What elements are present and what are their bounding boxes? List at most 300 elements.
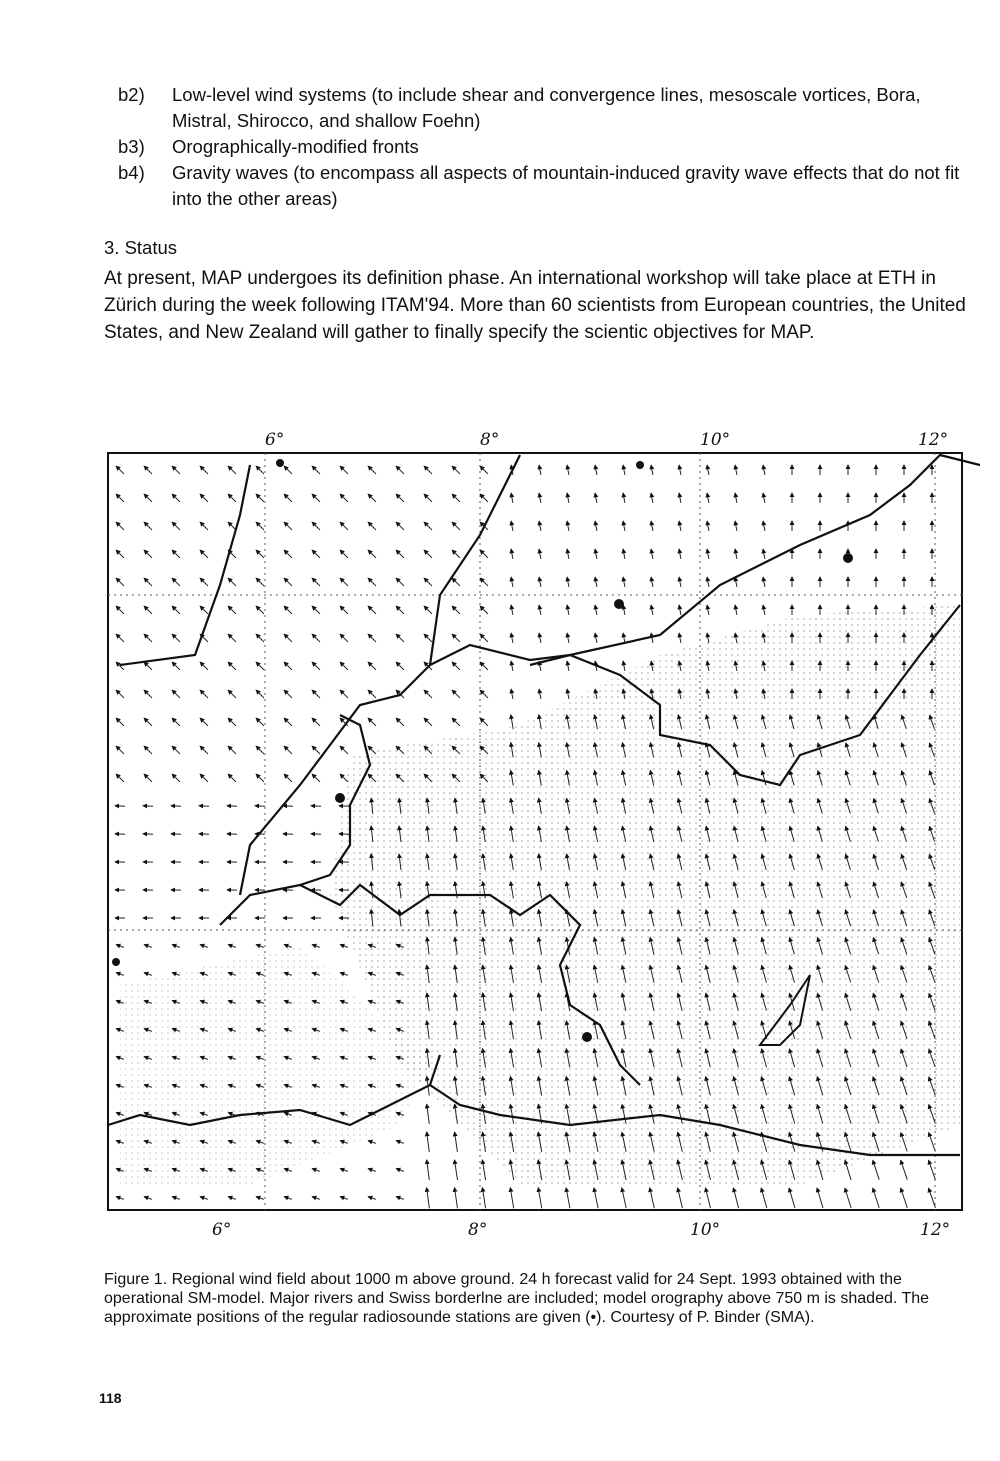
- wind-arrow: [144, 522, 152, 530]
- wind-arrow: [789, 1188, 795, 1208]
- radiosonde-station: [614, 599, 624, 609]
- wind-arrow: [172, 522, 180, 530]
- wind-arrow: [172, 606, 180, 614]
- wind-arrow: [312, 1197, 320, 1200]
- wind-arrow: [396, 1169, 404, 1172]
- list-item-text: Orographically-modified fronts: [172, 136, 419, 157]
- wind-arrow: [340, 690, 348, 698]
- list-item-label: b3): [118, 136, 145, 157]
- wind-arrow: [480, 578, 488, 586]
- wind-arrow: [284, 494, 292, 502]
- wind-arrow: [172, 466, 180, 474]
- top-tick-10: 10°: [700, 430, 731, 450]
- wind-arrow: [817, 1188, 823, 1208]
- wind-arrow: [284, 746, 292, 754]
- wind-arrow: [312, 550, 320, 558]
- wind-arrow: [650, 1188, 655, 1208]
- wind-field-map: [100, 425, 980, 1245]
- wind-arrow: [368, 522, 376, 530]
- wind-arrow: [427, 1132, 430, 1152]
- wind-arrow: [511, 577, 513, 587]
- wind-arrow: [284, 578, 292, 586]
- wind-arrow: [424, 466, 432, 474]
- wind-arrow: [228, 466, 236, 474]
- wind-arrow: [707, 549, 709, 559]
- wind-arrow: [735, 549, 737, 559]
- radiosonde-station: [335, 793, 345, 803]
- wind-arrow: [312, 578, 320, 586]
- wind-arrow: [144, 634, 152, 642]
- status-paragraph: At present, MAP undergoes its definition phase. An international workshop will take place at ETH in Zürich during the week following ITAM'94. More than 60 scientists from European countries, the United States, and New Zealand will gather to finally specify the scientic objectives for MAP.: [104, 268, 966, 343]
- wind-arrow: [595, 521, 597, 531]
- page-number: 118: [99, 1390, 122, 1406]
- wind-arrow: [595, 605, 597, 615]
- wind-arrow: [284, 718, 292, 726]
- wind-arrow: [228, 690, 236, 698]
- wind-arrow: [256, 945, 264, 948]
- wind-arrow: [340, 606, 348, 614]
- wind-arrow: [623, 605, 625, 615]
- wind-arrow: [623, 493, 625, 503]
- caption-label: Figure 1.: [104, 1271, 168, 1288]
- wind-arrow: [284, 466, 292, 474]
- top-tick-8: 8°: [480, 430, 500, 450]
- wind-arrow: [763, 549, 765, 559]
- wind-arrow: [539, 605, 541, 615]
- wind-arrow: [480, 494, 488, 502]
- wind-arrow: [707, 577, 709, 587]
- wind-arrow: [567, 493, 569, 503]
- wind-arrow: [706, 1188, 711, 1208]
- wind-arrow: [873, 1160, 879, 1179]
- wind-arrow: [256, 606, 264, 614]
- wind-arrow: [144, 466, 152, 474]
- orography-shading: [330, 605, 960, 1185]
- list-item: [118, 134, 978, 160]
- wind-arrow: [256, 494, 264, 502]
- wind-arrow: [368, 494, 376, 502]
- wind-arrow: [679, 577, 681, 587]
- wind-arrow: [707, 493, 709, 503]
- wind-arrow: [623, 633, 625, 643]
- wind-arrow: [284, 550, 292, 558]
- wind-arrow: [340, 494, 348, 502]
- caption-text: Regional wind field about 1000 m above ground. 24 h forecast valid for 24 Sept. 1993 obtained with the operational SM-model. Major rivers and Swiss borderlne are included; model orography above 750 m is shaded. The approximate positions of the regular radiosounde stations are given (•). Courtesy of P. Binder (SMA).: [104, 1271, 930, 1326]
- wind-arrow: [396, 550, 404, 558]
- wind-arrow: [256, 550, 264, 558]
- wind-arrow: [284, 634, 292, 642]
- wind-arrow: [622, 1188, 626, 1208]
- wind-arrow: [595, 633, 597, 643]
- wind-arrow: [396, 578, 404, 586]
- wind-arrow: [651, 493, 653, 503]
- wind-arrow: [455, 1132, 458, 1152]
- wind-arrow: [735, 521, 737, 531]
- wind-arrow: [172, 1197, 180, 1200]
- wind-arrow: [172, 578, 180, 586]
- wind-arrow: [116, 466, 124, 474]
- wind-arrow: [480, 606, 488, 614]
- wind-arrow: [172, 774, 180, 782]
- wind-arrow: [623, 661, 625, 671]
- wind-arrow: [368, 690, 376, 698]
- wind-arrow: [256, 578, 264, 586]
- wind-arrow: [707, 605, 709, 615]
- wind-arrow: [651, 521, 653, 531]
- wind-arrow: [144, 606, 152, 614]
- wind-arrow: [480, 466, 488, 474]
- wind-arrow: [396, 466, 404, 474]
- wind-arrow: [228, 494, 236, 502]
- wind-arrow: [200, 945, 208, 948]
- wind-arrow: [256, 662, 264, 670]
- wind-arrow: [172, 945, 180, 948]
- wind-arrow: [116, 662, 124, 670]
- wind-arrow: [172, 746, 180, 754]
- wind-arrow: [424, 634, 432, 642]
- wind-arrow: [228, 718, 236, 726]
- wind-arrow: [679, 549, 681, 559]
- wind-arrow: [396, 606, 404, 614]
- wind-arrow: [396, 1141, 404, 1144]
- wind-arrow: [845, 1188, 851, 1208]
- wind-arrow: [172, 662, 180, 670]
- wind-arrow: [256, 774, 264, 782]
- wind-arrow: [511, 493, 513, 503]
- wind-arrow: [594, 1188, 598, 1208]
- wind-arrow: [144, 690, 152, 698]
- wind-arrow: [623, 577, 625, 587]
- wind-arrow: [340, 466, 348, 474]
- wind-arrow: [651, 605, 653, 615]
- wind-arrow: [679, 633, 681, 643]
- wind-arrow: [116, 522, 124, 530]
- wind-arrow: [256, 690, 264, 698]
- wind-arrow: [901, 1188, 908, 1208]
- wind-arrow: [452, 466, 460, 474]
- wind-arrow: [763, 521, 765, 531]
- wind-arrow: [340, 746, 348, 754]
- bottom-tick-12: 12°: [920, 1220, 951, 1240]
- wind-arrow: [200, 746, 208, 754]
- wind-arrow: [172, 718, 180, 726]
- river-line: [120, 465, 250, 665]
- wind-arrow: [901, 1160, 908, 1179]
- wind-arrow: [144, 945, 152, 948]
- wind-arrow: [200, 466, 208, 474]
- wind-arrow: [567, 633, 569, 643]
- wind-arrow: [116, 578, 124, 586]
- wind-arrow: [482, 1160, 485, 1180]
- wind-arrow: [651, 577, 653, 587]
- wind-arrow: [340, 973, 348, 976]
- wind-arrow: [763, 605, 765, 615]
- wind-arrow: [200, 1197, 208, 1200]
- wind-arrow: [455, 1160, 458, 1180]
- wind-arrow: [480, 550, 488, 558]
- wind-arrow: [424, 578, 432, 586]
- wind-arrow: [116, 606, 124, 614]
- wind-arrow: [567, 605, 569, 615]
- wind-arrow: [256, 466, 264, 474]
- wind-arrow: [566, 1188, 570, 1208]
- wind-arrow: [735, 493, 737, 503]
- wind-arrow: [763, 493, 765, 503]
- wind-arrow: [763, 577, 765, 587]
- wind-arrow: [340, 522, 348, 530]
- wind-arrow: [200, 718, 208, 726]
- wind-arrow: [567, 689, 569, 699]
- wind-arrow: [539, 689, 541, 699]
- wind-arrow: [539, 633, 541, 643]
- wind-arrow: [200, 662, 208, 670]
- top-tick-6: 6°: [265, 430, 285, 450]
- wind-arrow: [172, 634, 180, 642]
- wind-arrow: [452, 550, 460, 558]
- wind-arrow: [735, 605, 737, 615]
- wind-arrow: [312, 634, 320, 642]
- wind-arrow: [424, 606, 432, 614]
- wind-arrow: [368, 606, 376, 614]
- wind-arrow: [284, 1197, 292, 1200]
- wind-arrow: [228, 945, 236, 948]
- wind-arrow: [424, 522, 432, 530]
- wind-arrow: [312, 662, 320, 670]
- bottom-tick-10: 10°: [690, 1220, 721, 1240]
- list-item: [118, 160, 978, 212]
- wind-arrow: [396, 1197, 404, 1200]
- wind-arrow: [144, 662, 152, 670]
- wind-arrow: [284, 662, 292, 670]
- list-b-items: [118, 82, 978, 212]
- wind-arrow: [678, 1188, 683, 1208]
- wind-arrow: [427, 1104, 430, 1124]
- wind-arrow: [424, 550, 432, 558]
- wind-arrow: [340, 1169, 348, 1172]
- figure-caption: [104, 1270, 984, 1327]
- wind-arrow: [424, 494, 432, 502]
- wind-arrow: [567, 549, 569, 559]
- wind-arrow: [763, 465, 765, 475]
- wind-arrow: [511, 521, 513, 531]
- bottom-tick-6: 6°: [212, 1220, 232, 1240]
- wind-arrow: [539, 493, 541, 503]
- wind-arrow: [480, 718, 488, 726]
- wind-arrow: [228, 634, 236, 642]
- wind-arrow: [595, 465, 597, 475]
- wind-arrow: [396, 718, 404, 726]
- wind-arrow: [452, 578, 460, 586]
- wind-arrow: [873, 1188, 879, 1208]
- wind-arrow: [284, 774, 292, 782]
- wind-arrow: [116, 973, 124, 976]
- wind-arrow: [116, 550, 124, 558]
- wind-arrow: [312, 774, 320, 782]
- wind-arrow: [623, 549, 625, 559]
- wind-arrow: [368, 662, 376, 670]
- wind-arrow: [312, 494, 320, 502]
- wind-arrow: [651, 465, 653, 475]
- wind-arrow: [340, 550, 348, 558]
- wind-arrow: [482, 1188, 485, 1209]
- wind-arrow: [116, 945, 124, 948]
- wind-arrow: [200, 774, 208, 782]
- section-heading: 3. Status: [104, 237, 178, 258]
- wind-arrow: [651, 549, 653, 559]
- wind-arrow: [256, 746, 264, 754]
- wind-arrow: [452, 662, 460, 670]
- wind-arrow: [256, 718, 264, 726]
- wind-arrow: [312, 466, 320, 474]
- wind-arrow: [368, 1197, 376, 1200]
- radiosonde-station: [582, 1032, 592, 1042]
- wind-arrow: [144, 774, 152, 782]
- wind-arrow: [368, 718, 376, 726]
- wind-arrow: [452, 494, 460, 502]
- wind-arrow: [340, 578, 348, 586]
- wind-arrow: [679, 465, 681, 475]
- wind-arrow: [312, 690, 320, 698]
- wind-arrow: [228, 1197, 236, 1200]
- wind-arrow: [340, 662, 348, 670]
- wind-arrow: [427, 1160, 430, 1180]
- wind-arrow: [284, 606, 292, 614]
- wind-arrow: [511, 605, 513, 615]
- wind-arrow: [511, 689, 513, 699]
- wind-arrow: [761, 1188, 767, 1208]
- wind-arrow: [735, 465, 737, 475]
- wind-arrow: [452, 690, 460, 698]
- wind-arrow: [396, 494, 404, 502]
- wind-arrow: [200, 578, 208, 586]
- wind-arrow: [595, 577, 597, 587]
- wind-arrow: [452, 718, 460, 726]
- wind-arrow: [172, 690, 180, 698]
- wind-arrow: [228, 662, 236, 670]
- radiosonde-station: [843, 553, 853, 563]
- wind-arrow: [340, 945, 348, 948]
- wind-arrow: [707, 465, 709, 475]
- wind-arrow: [228, 606, 236, 614]
- wind-arrow: [511, 661, 513, 671]
- wind-arrow: [144, 550, 152, 558]
- wind-arrow: [200, 522, 208, 530]
- wind-arrow: [312, 718, 320, 726]
- wind-arrow: [511, 633, 513, 643]
- wind-arrow: [228, 774, 236, 782]
- wind-arrow: [284, 522, 292, 530]
- wind-field-figure: [100, 425, 980, 1245]
- wind-arrow: [116, 634, 124, 642]
- list-item-label: b2): [118, 84, 145, 105]
- wind-arrow: [733, 1188, 738, 1208]
- wind-arrow: [455, 1188, 458, 1209]
- list-item-label: b4): [118, 162, 145, 183]
- wind-arrow: [200, 690, 208, 698]
- wind-arrow: [144, 718, 152, 726]
- wind-arrow: [144, 1197, 152, 1200]
- wind-arrow: [679, 521, 681, 531]
- wind-arrow: [539, 549, 541, 559]
- wind-arrow: [116, 746, 124, 754]
- wind-arrow: [256, 522, 264, 530]
- wind-arrow: [172, 550, 180, 558]
- wind-arrow: [312, 606, 320, 614]
- bottom-tick-8: 8°: [468, 1220, 488, 1240]
- radiosonde-station: [276, 459, 284, 467]
- wind-arrow: [707, 521, 709, 531]
- wind-arrow: [172, 494, 180, 502]
- wind-arrow: [567, 661, 569, 671]
- wind-arrow: [312, 945, 320, 948]
- wind-arrow: [396, 634, 404, 642]
- wind-arrow: [480, 662, 488, 670]
- wind-arrow: [144, 578, 152, 586]
- wind-arrow: [510, 1188, 513, 1209]
- wind-arrow: [284, 945, 292, 948]
- wind-arrow: [424, 690, 432, 698]
- wind-arrow: [116, 1197, 124, 1200]
- wind-arrow: [480, 634, 488, 642]
- wind-arrow: [116, 774, 124, 782]
- wind-arrow: [595, 493, 597, 503]
- wind-arrow: [368, 466, 376, 474]
- wind-arrow: [116, 494, 124, 502]
- list-item-text: Low-level wind systems (to include shear and convergence lines, mesoscale vortices, Bora, Mistral, Shirocco, and shallow Foehn): [172, 84, 921, 131]
- wind-arrow: [929, 1160, 936, 1179]
- wind-arrow: [480, 690, 488, 698]
- wind-arrow: [312, 1169, 320, 1172]
- top-tick-12: 12°: [918, 430, 949, 450]
- wind-arrow: [116, 690, 124, 698]
- wind-arrow: [567, 465, 569, 475]
- wind-arrow: [595, 549, 597, 559]
- wind-arrow: [368, 634, 376, 642]
- wind-arrow: [144, 746, 152, 754]
- wind-arrow: [144, 494, 152, 502]
- wind-arrow: [396, 522, 404, 530]
- wind-arrow: [144, 973, 152, 976]
- wind-arrow: [567, 521, 569, 531]
- wind-arrow: [567, 577, 569, 587]
- wind-arrow: [340, 1197, 348, 1200]
- wind-arrow: [424, 718, 432, 726]
- wind-arrow: [452, 634, 460, 642]
- wind-arrow: [228, 578, 236, 586]
- wind-arrow: [200, 606, 208, 614]
- wind-arrow: [538, 1188, 542, 1209]
- wind-arrow: [452, 606, 460, 614]
- wind-arrow: [284, 690, 292, 698]
- list-item-text: Gravity waves (to encompass all aspects of mountain-induced gravity wave effects that do not fit into the other areas): [172, 162, 960, 209]
- wind-arrow: [511, 549, 513, 559]
- wind-arrow: [735, 577, 737, 587]
- wind-arrow: [368, 550, 376, 558]
- wind-arrow: [200, 494, 208, 502]
- radiosonde-station: [112, 958, 120, 966]
- wind-arrow: [452, 522, 460, 530]
- wind-arrow: [312, 522, 320, 530]
- wind-arrow: [539, 521, 541, 531]
- wind-arrow: [396, 662, 404, 670]
- wind-arrow: [368, 578, 376, 586]
- wind-arrow: [427, 1188, 430, 1209]
- wind-arrow: [679, 493, 681, 503]
- list-item: [118, 82, 978, 134]
- wind-arrow: [539, 577, 541, 587]
- wind-arrow: [368, 1141, 376, 1144]
- wind-arrow: [368, 1169, 376, 1172]
